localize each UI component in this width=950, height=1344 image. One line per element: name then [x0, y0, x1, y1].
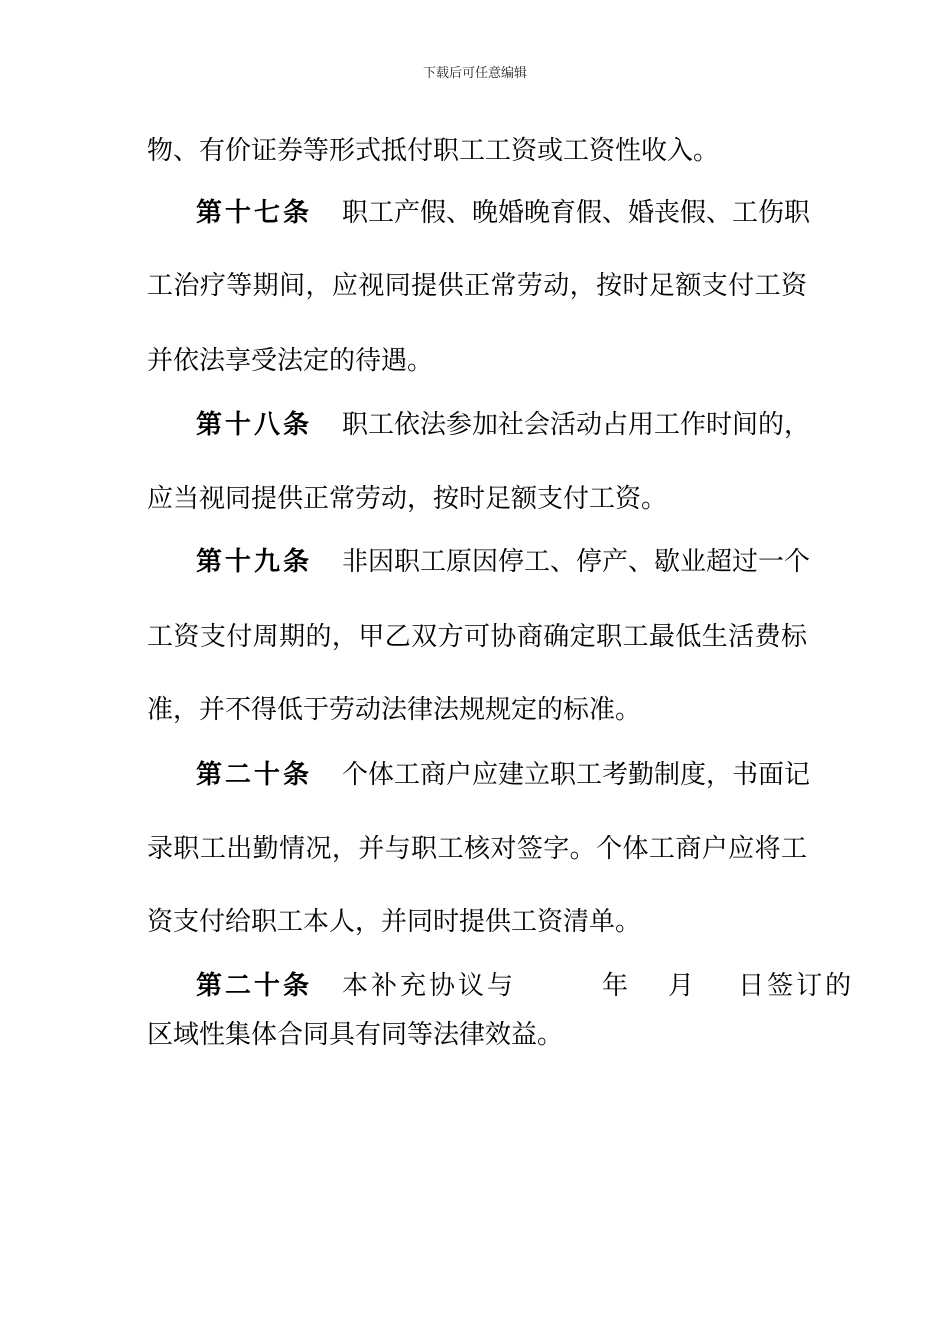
article-17-line-1	[196, 193, 811, 233]
article-number: 第二十条	[196, 760, 313, 790]
article-18-line-1	[196, 405, 811, 445]
paragraph-line: 准，并不得低于劳动法律法规规定的标准。	[147, 695, 642, 725]
paragraph-line: 工资支付周期的，甲乙双方可协商确定职工最低生活费标	[147, 622, 807, 652]
paragraph-line: 录职工出勤情况，并与职工核对签字。个体工商户应将工	[147, 834, 807, 864]
date-day-label: 日签订的	[738, 971, 855, 1001]
paragraph-line: 工治疗等期间，应视同提供正常劳动，按时足额支付工资	[147, 271, 807, 301]
article-text: 职工产假、晚婚晚育假、婚丧假、工伤职	[342, 198, 811, 228]
article-text: 个体工商户应建立职工考勤制度，书面记	[342, 760, 811, 790]
date-month-label: 月	[668, 971, 695, 1001]
article-text: 职工依法参加社会活动占用工作时间的，	[342, 410, 811, 440]
paragraph-line: 区域性集体合同具有同等法律效益。	[147, 1020, 564, 1050]
article-20-line-1	[196, 755, 811, 795]
paragraph-line: 资支付给职工本人，并同时提供工资清单。	[147, 907, 642, 937]
article-number: 第十八条	[196, 410, 313, 440]
article-20b-line-1	[196, 966, 855, 1006]
paragraph-line: 应当视同提供正常劳动，按时足额支付工资。	[147, 484, 668, 514]
article-19-line-1	[196, 542, 811, 582]
article-number: 第十九条	[196, 547, 313, 577]
page-header-note: 下载后可任意编辑	[422, 66, 527, 81]
article-number: 第二十条	[196, 971, 313, 1001]
date-year-label: 年	[602, 971, 629, 1001]
article-number: 第十七条	[196, 198, 313, 228]
paragraph-line: 物、有价证券等形式抵付职工工资或工资性收入。	[147, 136, 720, 166]
article-text: 本补充协议与	[342, 971, 517, 1001]
article-text: 非因职工原因停工、停产、歇业超过一个	[342, 547, 811, 577]
paragraph-line: 并依法享受法定的待遇。	[147, 346, 434, 376]
